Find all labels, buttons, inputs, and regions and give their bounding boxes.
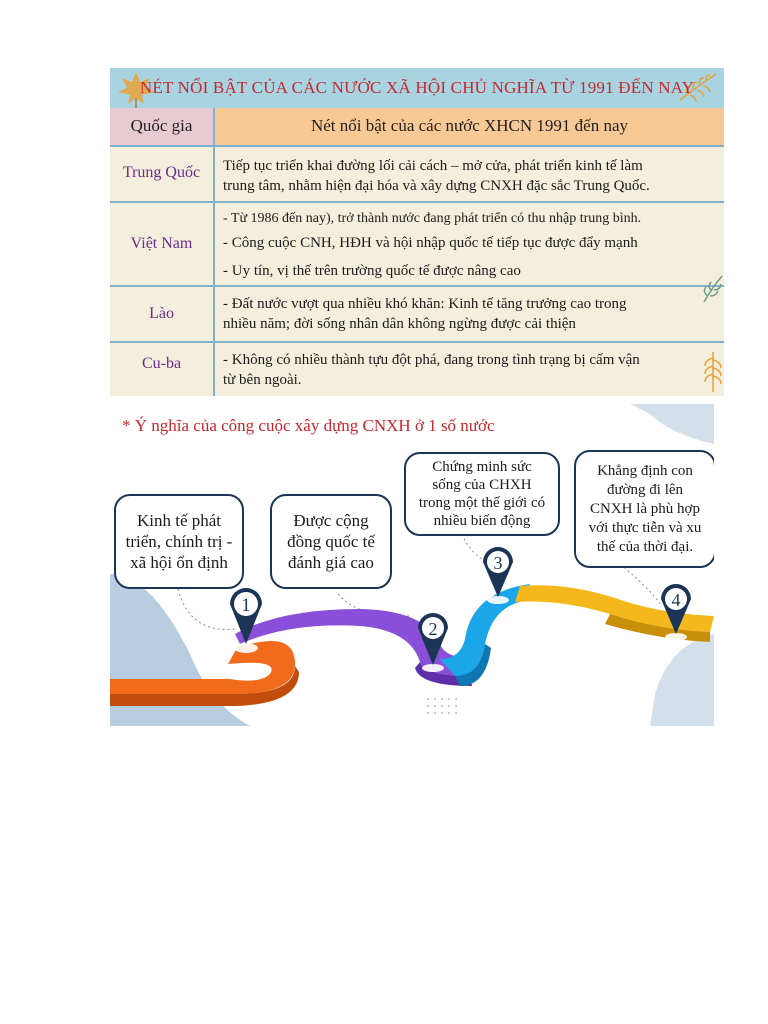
bubble-line: với thực tiễn và xu (588, 519, 702, 536)
bubble-line: sống của CHXH (432, 477, 532, 493)
bubble-2 (270, 494, 392, 589)
country-vietnam: Việt Nam (130, 235, 193, 252)
header-country-label: Quốc gia (130, 116, 193, 135)
bubble-1 (114, 494, 244, 589)
connector-line (178, 589, 235, 630)
bubble-line: đồng quốc tế (287, 532, 375, 551)
connector-line (620, 564, 660, 604)
row-divider (110, 145, 724, 147)
bubble-line: thế của thời đại. (596, 538, 694, 555)
row-vietnam-text (223, 208, 718, 286)
table-line: trung tâm, nhằm hiện đại hóa và xây dựng CNXH đặc sắc Trung Quốc. (223, 178, 650, 194)
bubble-4 (574, 450, 714, 568)
bubble-line: Khẳng định con (597, 462, 693, 479)
marker-number-3: 3 (493, 553, 503, 573)
header-highlights-label: Nét nổi bật của các nước XHCN 1991 đến nay (310, 116, 629, 135)
marker-number-1: 1 (241, 595, 251, 616)
table-line: - Công cuộc CNH, HĐH và hội nhập quốc tế tiếp tục được đẩy mạnh (223, 235, 638, 251)
bubble-line: đường đi lên (606, 481, 684, 498)
row-cuba-text (223, 350, 718, 390)
bubble-line: CNXH là phù hợp (589, 500, 700, 517)
background-blob (650, 634, 714, 726)
table-title-bar (110, 68, 724, 108)
row-china-text (223, 156, 718, 196)
bubble-3 (404, 452, 560, 536)
bubble-line: Được cộng (293, 511, 369, 530)
column-divider (213, 108, 215, 396)
country-china: Trung Quốc (122, 164, 201, 181)
header-highlights (215, 108, 724, 145)
marker-number-2: 2 (428, 619, 438, 639)
infographic-heading: * Ý nghĩa của công cuộc xây dựng CNXH ở 1 số nước (122, 416, 495, 435)
table-line: Tiếp tục triển khai đường lối cải cách – mở cửa, phát triển kinh tế làm (223, 158, 643, 174)
leaf-decoration-icon (702, 348, 724, 392)
table-title: NÉT NỔI BẬT CỦA CÁC NƯỚC XÃ HỘI CHỦ NGHĨA TỪ 1991 ĐẾN NAY (139, 78, 695, 97)
table-line: - Uy tín, vị thế trên trường quốc tế được nâng cao (223, 263, 521, 279)
highlights-table (110, 68, 724, 396)
marker-number-4: 4 (671, 590, 681, 610)
header-country (110, 108, 213, 145)
dot-grid (427, 698, 457, 714)
significance-infographic (110, 404, 714, 726)
row-laos-text (223, 294, 718, 334)
table-line: - Không có nhiều thành tựu đột phá, đang trong tình trạng bị cấm vận (223, 352, 640, 368)
country-laos: Lào (149, 305, 174, 322)
country-cuba: Cu-ba (141, 355, 182, 372)
bubble-line: nhiều biến động (433, 513, 531, 529)
bubble-line: Chứng minh sức (432, 459, 532, 475)
table-line: nhiều năm; đời sống nhân dân không ngừng được cải thiện (223, 316, 576, 332)
leaf-decoration-icon (700, 274, 724, 304)
bubble-line: đánh giá cao (288, 553, 374, 572)
bubble-line: trong một thế giới có (418, 495, 546, 511)
table-line: - Từ 1986 đến nay), trở thành nước đang phát triển có thu nhập trung bình. (223, 211, 642, 226)
bubble-line: triển, chính trị - (125, 532, 233, 551)
background-blob (630, 404, 714, 444)
table-line: từ bên ngoài. (223, 372, 302, 388)
bubble-line: Kinh tế phát (136, 511, 222, 530)
bubble-line: xã hội ổn định (130, 553, 228, 572)
row-divider (110, 341, 724, 343)
table-line: - Đất nước vượt qua nhiều khó khăn: Kinh tế tăng trưởng cao trong (223, 296, 627, 312)
row-divider (110, 201, 724, 203)
